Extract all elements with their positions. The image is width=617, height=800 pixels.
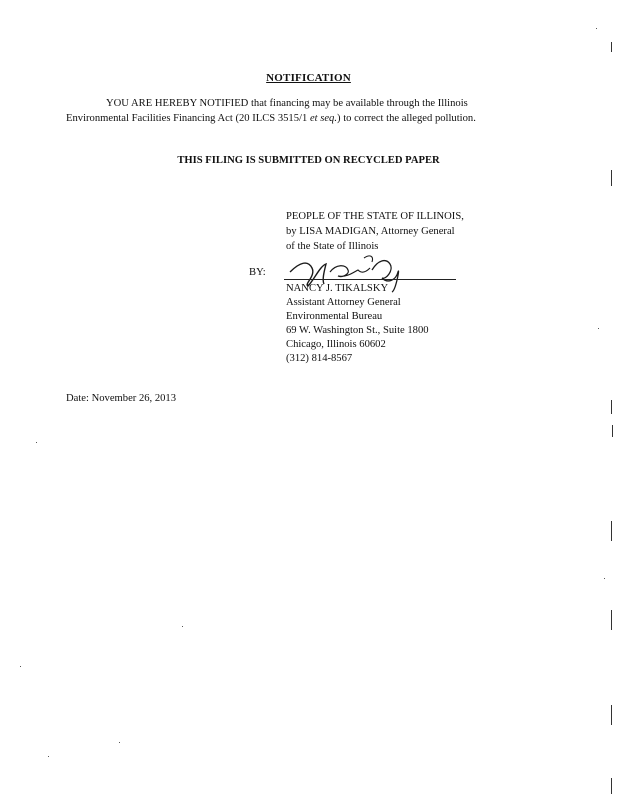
scan-speck [596,28,597,29]
notification-line-2 [66,113,476,124]
notification-line-1: YOU ARE HEREBY NOTIFIED that financing may be available through the Illinois [106,98,468,109]
scan-speck [48,756,49,757]
notification-line-2-part-1: Environmental Facilities Financing Act (20 ILCS 3515/1 [66,113,308,124]
signer-bureau: Environmental Bureau [286,311,383,322]
party-line-1: PEOPLE OF THE STATE OF ILLINOIS, [286,211,464,222]
scan-speck [36,442,37,443]
signer-title: Assistant Attorney General [286,297,401,308]
signer-phone: (312) 814-8567 [286,353,353,364]
signer-address-1: 69 W. Washington St., Suite 1800 [286,325,429,336]
notification-line-2-italic: et seq. [309,113,338,124]
date-line: Date: November 26, 2013 [66,393,177,404]
scan-mark [611,610,612,630]
notification-line-2-part-2: ) to correct the alleged pollution. [337,113,476,124]
scan-speck [604,578,605,579]
by-label: BY: [249,267,266,278]
scan-speck [119,742,120,743]
notification-heading: NOTIFICATION [266,72,351,84]
recycled-paper-notice: THIS FILING IS SUBMITTED ON RECYCLED PAPER [177,155,440,166]
signature-line [284,279,456,280]
scan-speck [20,666,21,667]
scan-mark [611,705,612,725]
party-line-2: by LISA MADIGAN, Attorney General [286,226,455,237]
scan-speck [598,328,599,329]
scan-mark [611,521,612,541]
scan-speck [182,626,183,627]
signer-name: NANCY J. TIKALSKY [286,283,389,294]
scan-mark [611,42,612,52]
scan-mark [612,425,613,437]
scan-mark [611,778,612,794]
scan-mark [611,170,612,186]
scan-mark [611,400,612,414]
party-line-3: of the State of Illinois [286,241,379,252]
signer-address-2: Chicago, Illinois 60602 [286,339,386,350]
